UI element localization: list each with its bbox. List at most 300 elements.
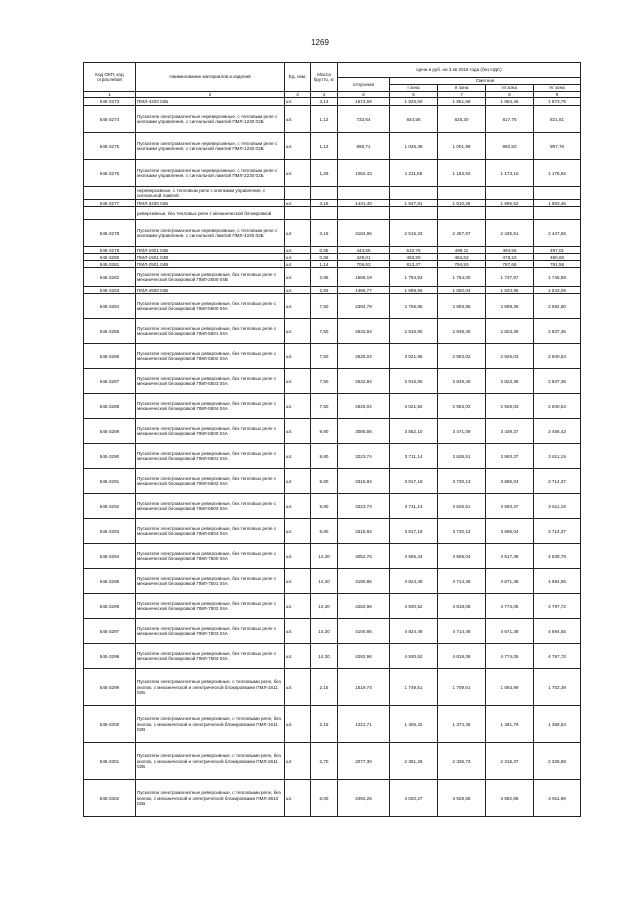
row-unit: шт. — [285, 644, 311, 669]
row-zone-2-price: 2 953,02 — [438, 344, 486, 369]
row-unit: шт. — [285, 344, 311, 369]
table-row — [84, 780, 581, 817]
row-zone-1-price: 844,56 — [390, 106, 438, 133]
row-zone-1-price: 2 756,85 — [390, 294, 438, 319]
row-release-price: 2625,04 — [338, 394, 390, 419]
row-zone-1-price: 4 930,52 — [390, 644, 438, 669]
row-name: Пускатели электромагнитные реверсивные, без тепловых реле с механической блокировкой ПМЛ-6500 04А — [136, 419, 285, 444]
empty-cell — [285, 187, 311, 200]
row-zone-3-price: 1 173,10 — [486, 160, 534, 187]
col-number: 2 — [136, 92, 285, 98]
row-unit: шт. — [285, 98, 311, 106]
row-mass: 3,14 — [311, 98, 338, 106]
row-code: 545-3301 — [84, 743, 136, 780]
row-zone-1-price: 3 552,10 — [390, 419, 438, 444]
row-zone-4-price: 4 694,55 — [534, 619, 581, 644]
row-zone-3-price: 3 892,68 — [486, 780, 534, 817]
header-zone-1: I зона — [390, 85, 438, 92]
row-release-price: 733,64 — [338, 106, 390, 133]
row-code: 545-3275 — [84, 133, 136, 160]
table-row — [84, 619, 581, 644]
row-zone-2-price: 1 851,68 — [438, 98, 486, 106]
row-zone-3-price: 2 669,36 — [486, 294, 534, 319]
row-unit: шт. — [285, 419, 311, 444]
row-zone-2-price: 825,30 — [438, 106, 486, 133]
row-unit: шт. — [285, 619, 311, 644]
row-unit: шт. — [285, 247, 311, 254]
row-zone-1-price: 3 021,95 — [390, 344, 438, 369]
row-unit: шт. — [285, 261, 311, 268]
row-name: Пускатели электромагнитные реверсивные, без тепловых реле с механической блокировкой ПМЛ-5504 04А — [136, 394, 285, 419]
table-row — [84, 254, 581, 261]
row-zone-4-price: 2 682,60 — [534, 294, 581, 319]
row-zone-2-price: 3 626,51 — [438, 444, 486, 469]
row-release-price: 4282,96 — [338, 644, 390, 669]
col-number: 5 — [338, 92, 390, 98]
row-release-price: 1431,40 — [338, 200, 390, 207]
col-number: 8 — [486, 92, 534, 98]
row-code: 545-3284 — [84, 294, 136, 319]
row-mass: 0,66 — [311, 247, 338, 254]
row-zone-4-price: 1 873,75 — [534, 98, 581, 106]
row-zone-4-price: 4 797,72 — [534, 594, 581, 619]
row-release-price: 706,63 — [338, 261, 390, 268]
row-zone-2-price: 2 953,02 — [438, 394, 486, 419]
row-zone-4-price: 1 176,92 — [534, 160, 581, 187]
empty-cell — [534, 207, 581, 220]
row-mass: 14,30 — [311, 544, 338, 569]
row-code: 545-3286 — [84, 344, 136, 369]
row-zone-1-price: 4 824,49 — [390, 619, 438, 644]
row-code: 545-3287 — [84, 369, 136, 394]
table-row — [84, 294, 581, 319]
empty-cell — [84, 207, 136, 220]
row-zone-3-price: 1 737,97 — [486, 268, 534, 287]
empty-cell — [438, 187, 486, 200]
header-zone-2: II зона — [438, 85, 486, 92]
row-zone-1-price: 2 391,26 — [390, 743, 438, 780]
row-zone-4-price: 480,60 — [534, 254, 581, 261]
header-code: Код ОКП, код отраслевой — [84, 63, 136, 92]
row-name: Пускатели электромагнитные реверсивные, без тепловых реле с механической блокировкой ПМЛ-7504 04А — [136, 644, 285, 669]
row-zone-4-price: 3 456,42 — [534, 419, 581, 444]
row-zone-1-price: 1 925,60 — [390, 98, 438, 106]
table-row — [84, 261, 581, 268]
row-zone-2-price: 3 730,13 — [438, 519, 486, 544]
row-mass: 7,50 — [311, 294, 338, 319]
row-code: 545-3293 — [84, 519, 136, 544]
row-zone-2-price: 2 849,40 — [438, 369, 486, 394]
row-name: Пускатели электромагнитные реверсивные, без тепловых реле с механической блокировкой ПМЛ-7502 04А — [136, 594, 285, 619]
table-row — [84, 444, 581, 469]
row-zone-1-price: 1 794,93 — [390, 268, 438, 287]
row-zone-4-price: 3 611,19 — [534, 494, 581, 519]
row-zone-1-price: 493,90 — [390, 254, 438, 261]
empty-cell — [390, 207, 438, 220]
row-release-price: 1519,74 — [338, 669, 390, 706]
row-release-price: 3315,84 — [338, 519, 390, 544]
row-zone-3-price: 3 593,37 — [486, 444, 534, 469]
empty-cell — [486, 207, 534, 220]
row-name: ПМЛ-4500 04Б — [136, 287, 285, 294]
row-code: 545-3292 — [84, 494, 136, 519]
row-name: ПМЛ-1501 04Б — [136, 247, 285, 254]
row-zone-1-price: 2 915,90 — [390, 319, 438, 344]
row-release-price: 4190,86 — [338, 619, 390, 644]
row-zone-4-price: 1 643,09 — [534, 287, 581, 294]
row-release-price: 2394,78 — [338, 294, 390, 319]
row-mass: 0,66 — [311, 254, 338, 261]
table-row — [84, 344, 581, 369]
row-name: Пускатели электромагнитные реверсивные, с тепловыми реле, без кнопок, с механической и электрической блокировками ПМЛ-3610 02В — [136, 780, 285, 817]
note-row — [84, 187, 581, 200]
row-zone-2-price: 4 714,46 — [438, 619, 486, 644]
row-mass: 14,30 — [311, 569, 338, 594]
row-zone-3-price: 2 926,03 — [486, 394, 534, 419]
table-row — [84, 106, 581, 133]
row-mass: 14,30 — [311, 594, 338, 619]
empty-cell — [84, 187, 136, 200]
row-name: Пускатели электромагнитные реверсивные, без тепловых реле с механической блокировкой ПМЛ-5502 04А — [136, 344, 285, 369]
row-unit: шт. — [285, 743, 311, 780]
row-name: ПМЛ-2501 04В — [136, 261, 285, 268]
row-name: Пускатели электромагнитные реверсивные, без тепловых реле с механической блокировкой ПМЛ-6503 04А — [136, 494, 285, 519]
row-zone-1-price: 2 915,90 — [390, 369, 438, 394]
row-zone-3-price: 4 774,05 — [486, 644, 534, 669]
row-unit: шт. — [285, 287, 311, 294]
row-release-price: 2532,94 — [338, 319, 390, 344]
row-zone-4-price: 821,81 — [534, 106, 581, 133]
row-mass: 14,30 — [311, 644, 338, 669]
row-name: Пускатели электромагнитные нереверсивные, с тепловым реле с кнопками управления, с сигнальной лампой ПМЛ-2230 02Б — [136, 160, 285, 187]
row-zone-4-price: 2 940,54 — [534, 344, 581, 369]
row-zone-2-price: 1 709,61 — [438, 669, 486, 706]
table-row — [84, 519, 581, 544]
row-unit: шт. — [285, 780, 311, 817]
row-unit: шт. — [285, 706, 311, 743]
row-zone-2-price: 3 471,09 — [438, 419, 486, 444]
row-zone-2-price: 794,93 — [438, 261, 486, 268]
empty-cell — [338, 207, 390, 220]
col-number: 6 — [390, 92, 438, 98]
row-code: 545-3274 — [84, 106, 136, 133]
row-zone-4-price: 4 797,72 — [534, 644, 581, 669]
header-release: отпускная — [338, 78, 390, 92]
table-row — [84, 594, 581, 619]
header-name: Наименование материалов и изделий — [136, 63, 285, 92]
row-release-price: 890,71 — [338, 133, 390, 160]
row-zone-1-price: 813,47 — [390, 261, 438, 268]
row-release-price: 3492,26 — [338, 780, 390, 817]
table-row — [84, 494, 581, 519]
row-mass: 2,15 — [311, 669, 338, 706]
empty-cell — [390, 187, 438, 200]
row-code: 545-3285 — [84, 319, 136, 344]
row-zone-4-price: 1 368,54 — [534, 706, 581, 743]
row-mass: 3,16 — [311, 220, 338, 247]
row-release-price: 3085,56 — [338, 419, 390, 444]
empty-cell — [438, 207, 486, 220]
row-mass: 9,80 — [311, 419, 338, 444]
row-zone-4-price: 2 940,54 — [534, 394, 581, 419]
row-zone-3-price: 2 315,37 — [486, 743, 534, 780]
row-name: Пускатели электромагнитные реверсивные, без тепловых реле с механической блокировкой ПМЛ-5503 04А — [136, 369, 285, 394]
row-unit: шт. — [285, 544, 311, 569]
row-name: Пускатели электромагнитные нереверсивные, с тепловым реле с кнопками управления, с сигнальной лампой ПМЛ-1230 02Б — [136, 106, 285, 133]
note-text: реверсивные, без тепловых реле с механической блокировкой — [136, 207, 285, 220]
row-code: 545-3290 — [84, 444, 136, 469]
row-zone-1-price: 3 817,18 — [390, 519, 438, 544]
row-code: 545-3302 — [84, 780, 136, 817]
row-code: 545-3273 — [84, 98, 136, 106]
row-mass: 1,13 — [311, 106, 338, 133]
row-release-price: 3223,74 — [338, 494, 390, 519]
row-code: 545-3277 — [84, 200, 136, 207]
row-code: 545-3279 — [84, 247, 136, 254]
row-zone-3-price: 3 593,37 — [486, 494, 534, 519]
row-name: Пускатели электромагнитные реверсивные, с тепловыми реле, без кнопок, с механической и электрической блокировками ПМЛ-2611 02Б — [136, 743, 285, 780]
row-mass: 7,50 — [311, 369, 338, 394]
row-mass: 14,30 — [311, 619, 338, 644]
row-name: Пускатели электромагнитные реверсивные, без тепловых реле с механической блокировкой ПМЛ-7500 04А — [136, 544, 285, 569]
row-zone-1-price: 1 025,38 — [390, 133, 438, 160]
row-zone-3-price: 1 864,46 — [486, 98, 534, 106]
row-mass: 7,50 — [311, 344, 338, 369]
row-zone-4-price: 3 714,37 — [534, 469, 581, 494]
row-zone-1-price: 1 688,55 — [390, 287, 438, 294]
row-name: Пускатели электромагнитные нереверсивные, с тепловым реле с кнопками управления, с сигнальной лампой ПМЛ-1230 02В — [136, 133, 285, 160]
row-release-price: 3315,84 — [338, 469, 390, 494]
table-row — [84, 98, 581, 106]
col-number: 4 — [311, 92, 338, 98]
row-zone-2-price: 2 336,73 — [438, 743, 486, 780]
note-row — [84, 207, 581, 220]
row-zone-2-price: 1 001,99 — [438, 133, 486, 160]
row-zone-3-price: 1 693,99 — [486, 669, 534, 706]
row-mass: 2,15 — [311, 706, 338, 743]
row-name: ПМЛ-3230 02Б — [136, 200, 285, 207]
table-row — [84, 160, 581, 187]
row-zone-4-price: 791,58 — [534, 261, 581, 268]
row-mass: 1,13 — [311, 133, 338, 160]
row-unit: шт. — [285, 160, 311, 187]
empty-cell — [338, 187, 390, 200]
row-release-price: 2077,30 — [338, 743, 390, 780]
row-zone-4-price: 2 837,36 — [534, 319, 581, 344]
row-name: Пускатели электромагнитные реверсивные, без тепловых реле с механической блокировкой ПМЛ-5501 04А — [136, 319, 285, 344]
row-zone-1-price: 1 749,51 — [390, 669, 438, 706]
row-mass: 2,85 — [311, 268, 338, 287]
row-mass: 7,50 — [311, 394, 338, 419]
row-zone-1-price: 3 021,92 — [390, 394, 438, 419]
table-row — [84, 569, 581, 594]
col-number: 3 — [285, 92, 311, 98]
row-zone-1-price: 3 817,18 — [390, 469, 438, 494]
empty-cell — [486, 187, 534, 200]
row-unit: шт. — [285, 254, 311, 261]
row-release-price: 4190,86 — [338, 569, 390, 594]
header-zone-4: IV зона — [534, 85, 581, 92]
row-mass: 9,80 — [311, 444, 338, 469]
row-release-price: 1559,19 — [338, 268, 390, 287]
row-zone-1-price: 510,76 — [390, 247, 438, 254]
header-mass: Масса брутто, кг — [311, 63, 338, 92]
table-row — [84, 706, 581, 743]
row-code: 545-3281 — [84, 261, 136, 268]
table-row — [84, 319, 581, 344]
row-zone-3-price: 494,55 — [486, 247, 534, 254]
row-zone-2-price: 499,11 — [438, 247, 486, 254]
header-estimate: Сметная — [390, 78, 581, 85]
empty-cell — [311, 187, 338, 200]
row-release-price: 4052,70 — [338, 544, 390, 569]
row-unit: шт. — [285, 133, 311, 160]
row-mass: 3,16 — [311, 200, 338, 207]
row-zone-2-price: 4 818,08 — [438, 594, 486, 619]
row-zone-2-price: 1 610,25 — [438, 200, 486, 207]
price-table-body — [84, 98, 581, 817]
row-name: ПМЛ-4220 02Б — [136, 98, 285, 106]
row-zone-2-price: 2 693,95 — [438, 294, 486, 319]
row-zone-3-price: 1 361,79 — [486, 706, 534, 743]
row-mass: 6,00 — [311, 780, 338, 817]
row-name: Пускатели электромагнитные реверсивные, без тепловых реле с механической блокировкой ПМЛ-7503 04А — [136, 619, 285, 644]
row-code: 545-3276 — [84, 160, 136, 187]
table-row — [84, 469, 581, 494]
row-unit: шт. — [285, 519, 311, 544]
row-zone-4-price: 3 911,98 — [534, 780, 581, 817]
table-row — [84, 394, 581, 419]
col-number: 1 — [84, 92, 136, 98]
row-zone-1-price: 3 711,14 — [390, 444, 438, 469]
row-code: 545-3283 — [84, 287, 136, 294]
row-release-price: 2184,96 — [338, 220, 390, 247]
row-zone-1-price: 4 824,49 — [390, 569, 438, 594]
row-zone-4-price: 4 694,55 — [534, 569, 581, 594]
row-zone-1-price: 4 665,44 — [390, 544, 438, 569]
row-zone-4-price: 497,01 — [534, 247, 581, 254]
row-zone-4-price: 2 326,88 — [534, 743, 581, 780]
row-unit: шт. — [285, 669, 311, 706]
row-name: Пускатели электромагнитные реверсивные, без тепловых реле с механической блокировкой ПМЛ-6501 04А — [136, 444, 285, 469]
table-row — [84, 220, 581, 247]
price-table — [83, 62, 581, 817]
row-zone-4-price: 2 837,36 — [534, 369, 581, 394]
row-release-price: 2625,04 — [338, 344, 390, 369]
col-number: 7 — [438, 92, 486, 98]
row-unit: шт. — [285, 268, 311, 287]
row-zone-1-price: 1 211,55 — [390, 160, 438, 187]
row-zone-4-price: 1 702,39 — [534, 669, 581, 706]
row-unit: шт. — [285, 220, 311, 247]
row-mass: 1,29 — [311, 160, 338, 187]
row-code: 545-3289 — [84, 419, 136, 444]
row-name: Пускатели электромагнитные реверсивные, без тепловых реле с механической блокировкой ПМЛ-6504 04А — [136, 519, 285, 544]
table-row — [84, 743, 581, 780]
empty-cell — [534, 187, 581, 200]
row-zone-3-price: 1 595,52 — [486, 200, 534, 207]
row-unit: шт. — [285, 200, 311, 207]
row-code: 545-3291 — [84, 469, 136, 494]
row-zone-3-price: 478,22 — [486, 254, 534, 261]
row-code: 545-3288 — [84, 394, 136, 419]
row-code: 545-3282 — [84, 268, 136, 287]
row-zone-2-price: 3 928,58 — [438, 780, 486, 817]
empty-cell — [285, 207, 311, 220]
row-zone-1-price: 1 406,42 — [390, 706, 438, 743]
header-zone-3: III зона — [486, 85, 534, 92]
table-row — [84, 369, 581, 394]
row-zone-1-price: 1 647,81 — [390, 200, 438, 207]
row-release-price: 2532,94 — [338, 369, 390, 394]
row-zone-3-price: 4 774,05 — [486, 594, 534, 619]
row-zone-2-price: 1 650,04 — [438, 287, 486, 294]
row-unit: шт. — [285, 444, 311, 469]
row-zone-2-price: 1 374,35 — [438, 706, 486, 743]
row-zone-2-price: 2 849,40 — [438, 319, 486, 344]
row-name: Пускатели электромагнитные реверсивные, без тепловых реле с механической блокировкой ПМЛ-6502 04А — [136, 469, 285, 494]
row-unit: шт. — [285, 294, 311, 319]
table-row — [84, 268, 581, 287]
row-unit: шт. — [285, 394, 311, 419]
row-zone-4-price: 1 746,59 — [534, 268, 581, 287]
row-release-price: 443,56 — [338, 247, 390, 254]
row-zone-3-price: 2 823,36 — [486, 319, 534, 344]
row-release-price: 1466,77 — [338, 287, 390, 294]
row-unit: шт. — [285, 569, 311, 594]
row-zone-4-price: 4 539,78 — [534, 544, 581, 569]
row-zone-4-price: 1 603,46 — [534, 200, 581, 207]
row-zone-3-price: 3 439,37 — [486, 419, 534, 444]
row-zone-2-price: 4 559,04 — [438, 544, 486, 569]
row-zone-3-price: 992,83 — [486, 133, 534, 160]
row-code: 545-3280 — [84, 254, 136, 261]
table-row — [84, 544, 581, 569]
row-zone-3-price: 3 696,04 — [486, 519, 534, 544]
row-zone-4-price: 2 447,56 — [534, 220, 581, 247]
row-unit: шт. — [285, 106, 311, 133]
table-row — [84, 644, 581, 669]
row-code: 545-3298 — [84, 644, 136, 669]
row-code: 545-3300 — [84, 706, 136, 743]
row-zone-3-price: 787,66 — [486, 261, 534, 268]
row-unit: шт. — [285, 594, 311, 619]
note-text: нереверсивные, с тепловым реле с кнопками управления, с сигнальной лампой — [136, 187, 285, 200]
row-zone-3-price: 4 671,38 — [486, 619, 534, 644]
row-release-price: 1221,71 — [338, 706, 390, 743]
row-zone-1-price: 4 930,52 — [390, 594, 438, 619]
row-unit: шт. — [285, 469, 311, 494]
row-zone-3-price: 2 435,51 — [486, 220, 534, 247]
row-zone-4-price: 997,76 — [534, 133, 581, 160]
row-mass: 2,70 — [311, 743, 338, 780]
row-zone-4-price: 3 611,19 — [534, 444, 581, 469]
row-mass: 9,80 — [311, 494, 338, 519]
row-zone-2-price: 1 754,00 — [438, 268, 486, 287]
row-zone-3-price: 1 634,95 — [486, 287, 534, 294]
row-name: Пускатели электромагнитные реверсивные, с тепловыми реле, без кнопок, с механической и электрической блокировками ПМЛ-1611 02В — [136, 706, 285, 743]
row-mass: 7,50 — [311, 319, 338, 344]
row-zone-3-price: 2 823,36 — [486, 369, 534, 394]
row-code: 545-3299 — [84, 669, 136, 706]
row-mass: 2,83 — [311, 287, 338, 294]
row-zone-4-price: 3 714,37 — [534, 519, 581, 544]
row-zone-1-price: 2 515,33 — [390, 220, 438, 247]
row-zone-1-price: 4 020,27 — [390, 780, 438, 817]
row-code: 545-3296 — [84, 594, 136, 619]
table-row — [84, 133, 581, 160]
row-name: Пускатели электромагнитные реверсивные, с тепловыми реле, без кнопок, с механической и электрической блокировками ПМЛ-1611 02Б — [136, 669, 285, 706]
